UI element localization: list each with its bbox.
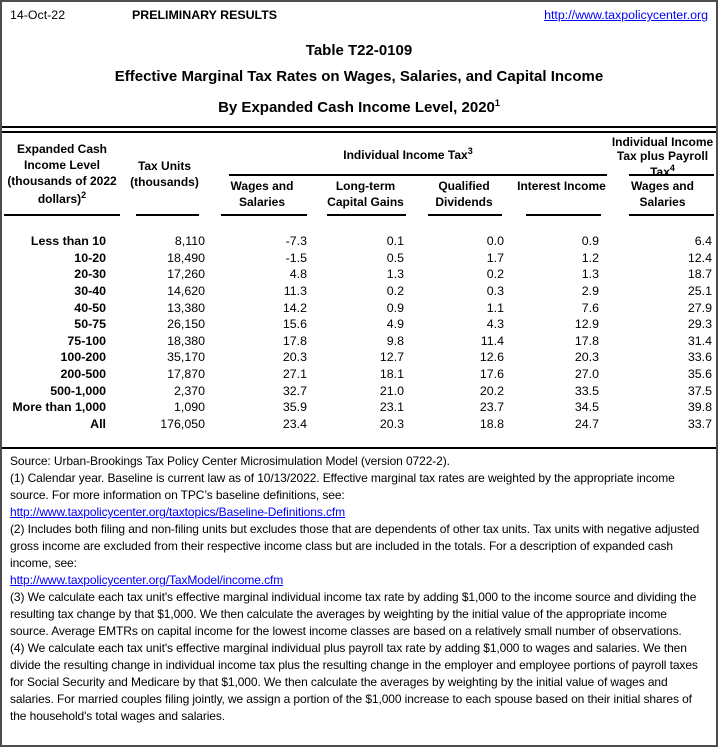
cell-interest-income: 17.8 xyxy=(574,333,599,348)
cell-qualified-dividends: 0.0 xyxy=(486,234,504,249)
cell-income-level: All xyxy=(90,416,106,431)
footnote-ref-4: 4 xyxy=(669,163,675,174)
cell-qualified-dividends: 0.3 xyxy=(486,284,504,299)
cell-wages-salaries: 27.1 xyxy=(282,367,307,382)
footnote-1: (1) Calendar year. Baseline is current law as of 10/13/2022. Effective marginal tax rates are weighted by the appropriate income source. For more information on TPC’s baseline definitions, see: xyxy=(10,471,675,503)
cell-income-level: 100-200 xyxy=(60,350,106,365)
table-row xyxy=(2,316,716,333)
cell-interest-income: 7.6 xyxy=(581,300,599,315)
header-long-term-capital-gains: Long-term Capital Gains xyxy=(317,176,414,217)
preliminary-results-label: PRELIMINARY RESULTS xyxy=(132,8,278,22)
table-main-title: Effective Marginal Tax Rates on Wages, Salaries, and Capital Income xyxy=(114,68,604,85)
cell-ltcg: 21.0 xyxy=(379,383,404,398)
cell-ltcg: 1.3 xyxy=(386,267,404,282)
cell-income-level: 200-500 xyxy=(60,367,106,382)
header-group-income-plus-payroll-tax: Individual Income Tax plus Payroll Tax$^4$ xyxy=(611,135,714,180)
cell-income-level: 10-20 xyxy=(74,250,106,265)
cell-plus-payroll: 33.7 xyxy=(687,416,712,431)
header-underline xyxy=(221,214,307,216)
header-underline xyxy=(136,214,199,216)
cell-qualified-dividends: 1.1 xyxy=(486,300,504,315)
footnote-4: (4) We calculate each tax unit's effective marginal individual plus payroll tax rate by adding $1,000 to wages and salaries. We then divide the resulting change in individual income tax plus the resulting change in the employer and employee portions of payroll taxes for Social Security and Medicare by that $1,000. We then calculate the averages by weighting by the initial value of wages and salaries. For married couples filing jointly, we assign a portion of the $1,000 increase to each spouse based on their initial shares of the household's total wages and salaries. xyxy=(10,641,698,724)
cell-interest-income: 33.5 xyxy=(574,383,599,398)
cell-income-level: 40-50 xyxy=(74,300,106,315)
cell-plus-payroll: 33.6 xyxy=(687,350,712,365)
table-row xyxy=(2,399,716,416)
cell-tax-units: 176,050 xyxy=(160,416,205,431)
cell-income-level: 50-75 xyxy=(74,317,106,332)
cell-interest-income: 0.9 xyxy=(581,234,599,249)
cell-income-level: Less than 10 xyxy=(30,234,106,249)
cell-tax-units: 17,870 xyxy=(167,367,205,382)
table-header xyxy=(2,133,716,217)
cell-plus-payroll: 25.1 xyxy=(687,284,712,299)
cell-plus-payroll: 27.9 xyxy=(687,300,712,315)
cell-wages-salaries: 15.6 xyxy=(282,317,307,332)
cell-plus-payroll: 6.4 xyxy=(694,234,712,249)
cell-wages-salaries: 32.7 xyxy=(282,383,307,398)
baseline-definitions-link[interactable]: http://www.taxpolicycenter.org/taxtopics/Baseline-Definitions.cfm xyxy=(10,505,345,520)
cell-wages-salaries: 23.4 xyxy=(282,416,307,431)
cell-ltcg: 23.1 xyxy=(379,400,404,415)
table-subtitle: By Expanded Cash Income Level, 2020$^1$ xyxy=(218,98,500,116)
table-row xyxy=(2,333,716,350)
cell-tax-units: 18,380 xyxy=(167,333,205,348)
header-qualified-dividends: Qualified Dividends xyxy=(414,176,514,217)
cell-interest-income: 24.7 xyxy=(574,416,599,431)
cell-qualified-dividends: 18.8 xyxy=(479,416,504,431)
cell-wages-salaries: 35.9 xyxy=(282,400,307,415)
cell-interest-income: 20.3 xyxy=(574,350,599,365)
cell-wages-salaries: 11.3 xyxy=(283,284,307,299)
cell-ltcg: 20.3 xyxy=(379,416,404,431)
cell-plus-payroll: 31.4 xyxy=(687,333,712,348)
cell-wages-salaries: 4.8 xyxy=(289,267,307,282)
table-row xyxy=(2,233,716,250)
table-row xyxy=(2,283,716,300)
table-row-all xyxy=(2,416,716,433)
header-expanded-cash-income-level: Expanded Cash Income Level (thousands of 2022 dollars)$^2$ xyxy=(2,133,122,217)
cell-ltcg: 4.9 xyxy=(386,317,404,332)
footnote-3: (3) We calculate each tax unit's effective marginal individual income tax rate by adding $1,000 to the income source and dividing the resulting tax change by that $1,000. We then calculate the averages by weighting by the initial value of the appropriate income source. Average EMTRs on capital income for the lowest income classes are based on a relatively small number of observations. xyxy=(10,590,697,639)
cell-interest-income: 34.5 xyxy=(574,400,599,415)
cell-tax-units: 2,370 xyxy=(173,383,205,398)
cell-interest-income: 12.9 xyxy=(574,317,599,332)
cell-ltcg: 12.7 xyxy=(379,350,404,365)
cell-plus-payroll: 18.7 xyxy=(687,267,712,282)
header-underline xyxy=(428,214,502,216)
source-line: Source: Urban-Brookings Tax Policy Center Microsimulation Model (version 0722-2). xyxy=(10,454,450,469)
date-label: 14-Oct-22 xyxy=(10,8,66,22)
header-underline xyxy=(629,214,714,216)
header-tax-units: Tax Units (thousands) xyxy=(122,133,207,217)
cell-interest-income: 2.9 xyxy=(581,284,599,299)
cell-ltcg: 0.2 xyxy=(386,284,404,299)
cell-interest-income: 1.3 xyxy=(581,267,599,282)
cell-wages-salaries: -1.5 xyxy=(285,250,307,265)
cell-interest-income: 27.0 xyxy=(574,367,599,382)
cell-plus-payroll: 39.8 xyxy=(687,400,712,415)
table-number-title: Table T22-0109 xyxy=(305,42,413,59)
cell-plus-payroll: 35.6 xyxy=(687,367,712,382)
cell-qualified-dividends: 23.7 xyxy=(479,400,504,415)
top-bar xyxy=(2,2,716,28)
cell-tax-units: 26,150 xyxy=(167,317,205,332)
cell-qualified-dividends: 17.6 xyxy=(479,367,504,382)
cell-qualified-dividends: 11.4 xyxy=(480,333,504,348)
cell-wages-salaries: 20.3 xyxy=(282,350,307,365)
footnote-ref-2: 2 xyxy=(81,189,87,200)
cell-wages-salaries: 14.2 xyxy=(282,300,307,315)
table-row xyxy=(2,382,716,399)
cell-ltcg: 9.8 xyxy=(386,333,404,348)
footnote-2: (2) Includes both filing and non-filing units but excludes those that are dependents of other tax units. Tax units with negative adjusted gross income are excluded from their respective income class but are included in the totals. For a description of expanded cash income, see: xyxy=(10,522,700,571)
cell-qualified-dividends: 0.2 xyxy=(486,267,504,282)
cell-ltcg: 18.1 xyxy=(379,367,404,382)
cell-income-level: 500-1,000 xyxy=(50,383,106,398)
cell-tax-units: 17,260 xyxy=(167,267,205,282)
table-row xyxy=(2,250,716,267)
table-body xyxy=(2,217,716,432)
cell-wages-salaries: -7.3 xyxy=(285,234,307,249)
table-row xyxy=(2,349,716,366)
header-interest-income: Interest Income xyxy=(514,176,609,217)
footnote-ref-3: 3 xyxy=(467,145,473,156)
cell-income-level: 75-100 xyxy=(67,333,106,348)
cell-qualified-dividends: 1.7 xyxy=(486,250,504,265)
cell-tax-units: 18,490 xyxy=(167,250,205,265)
cell-ltcg: 0.9 xyxy=(386,300,404,315)
cell-income-level: 20-30 xyxy=(74,267,106,282)
cell-tax-units: 14,620 xyxy=(167,284,205,299)
cell-ltcg: 0.5 xyxy=(386,250,404,265)
header-underline xyxy=(4,214,120,216)
cell-interest-income: 1.2 xyxy=(581,250,599,265)
cell-plus-payroll: 12.4 xyxy=(687,250,712,265)
taxpolicycenter-link[interactable]: http://www.taxpolicycenter.org xyxy=(544,8,708,22)
cell-income-level: More than 1,000 xyxy=(12,400,106,415)
header-group-individual-income-tax: Individual Income Tax$^3$ xyxy=(207,133,609,176)
cell-tax-units: 1,090 xyxy=(173,400,205,415)
cell-tax-units: 35,170 xyxy=(167,350,205,365)
header-wages-and-salaries: Wages and Salaries xyxy=(207,176,317,217)
header-underline xyxy=(327,214,406,216)
table-row xyxy=(2,266,716,283)
taxmodel-income-link[interactable]: http://www.taxpolicycenter.org/TaxModel/income.cfm xyxy=(10,573,284,588)
cell-income-level: 30-40 xyxy=(74,284,106,299)
table-row xyxy=(2,366,716,383)
table-top-double-rule xyxy=(2,126,716,133)
cell-ltcg: 0.1 xyxy=(386,234,404,249)
cell-plus-payroll: 29.3 xyxy=(687,317,712,332)
cell-tax-units: 8,110 xyxy=(174,234,205,249)
header-underline xyxy=(526,214,601,216)
cell-qualified-dividends: 20.2 xyxy=(479,383,504,398)
cell-tax-units: 13,380 xyxy=(167,300,205,315)
cell-wages-salaries: 17.8 xyxy=(282,333,307,348)
cell-qualified-dividends: 4.3 xyxy=(486,317,504,332)
footnotes xyxy=(2,449,716,725)
header-payroll-wages-and-salaries: Wages and Salaries xyxy=(609,176,716,217)
cell-plus-payroll: 37.5 xyxy=(687,383,712,398)
footnote-ref-1: 1 xyxy=(494,98,500,108)
table-row xyxy=(2,299,716,316)
table-title-block xyxy=(2,28,716,116)
cell-qualified-dividends: 12.6 xyxy=(479,350,504,365)
